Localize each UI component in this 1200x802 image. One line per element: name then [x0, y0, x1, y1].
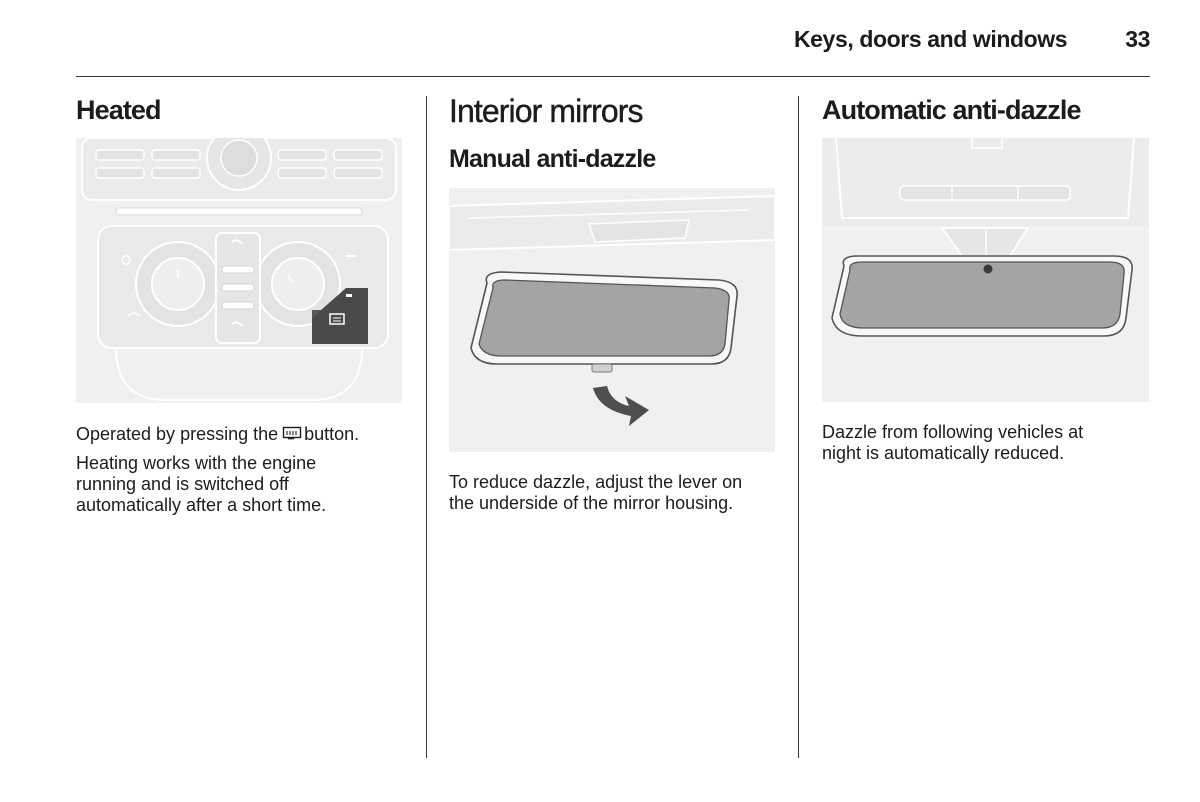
rear-window-heat-icon [282, 426, 302, 442]
heated-p2-line: running and is switched off [76, 474, 289, 494]
heading-interior-mirrors: Interior mirrors [449, 93, 643, 129]
heated-p1-before: Operated by pressing the [76, 424, 279, 444]
heated-paragraph-1 [76, 424, 359, 445]
manual-mirror-illustration [449, 188, 775, 452]
heated-paragraph-2 [76, 453, 326, 516]
automatic-line: Dazzle from following vehicles at [822, 422, 1084, 442]
header-rule [76, 76, 1150, 77]
page-number: 33 [1125, 26, 1150, 52]
figure-automatic-mirror [822, 138, 1149, 402]
column-divider-1 [426, 96, 427, 758]
figure-manual-mirror [449, 188, 775, 452]
heading-heated: Heated [76, 95, 161, 125]
column-divider-2 [798, 96, 799, 758]
automatic-line: night is automatically reduced. [822, 443, 1065, 463]
manual-line: To reduce dazzle, adjust the lever on [449, 472, 743, 492]
section-title: Keys, doors and windows [793, 26, 1068, 52]
subheading-manual-anti-dazzle: Manual anti-dazzle [449, 145, 656, 173]
automatic-paragraph [822, 422, 1083, 464]
manual-paragraph [449, 472, 742, 514]
running-header [794, 26, 1150, 53]
heated-p2-line: automatically after a short time. [76, 495, 327, 515]
automatic-mirror-illustration [822, 138, 1149, 402]
heading-automatic-anti-dazzle: Automatic anti-dazzle [822, 95, 1081, 125]
manual-line: the underside of the mirror housing. [449, 493, 734, 513]
figure-climate-control-panel [76, 138, 402, 403]
heated-p1-after: button. [304, 424, 360, 444]
climate-control-panel-illustration [76, 138, 402, 403]
heated-p2-line: Heating works with the engine [76, 453, 317, 473]
